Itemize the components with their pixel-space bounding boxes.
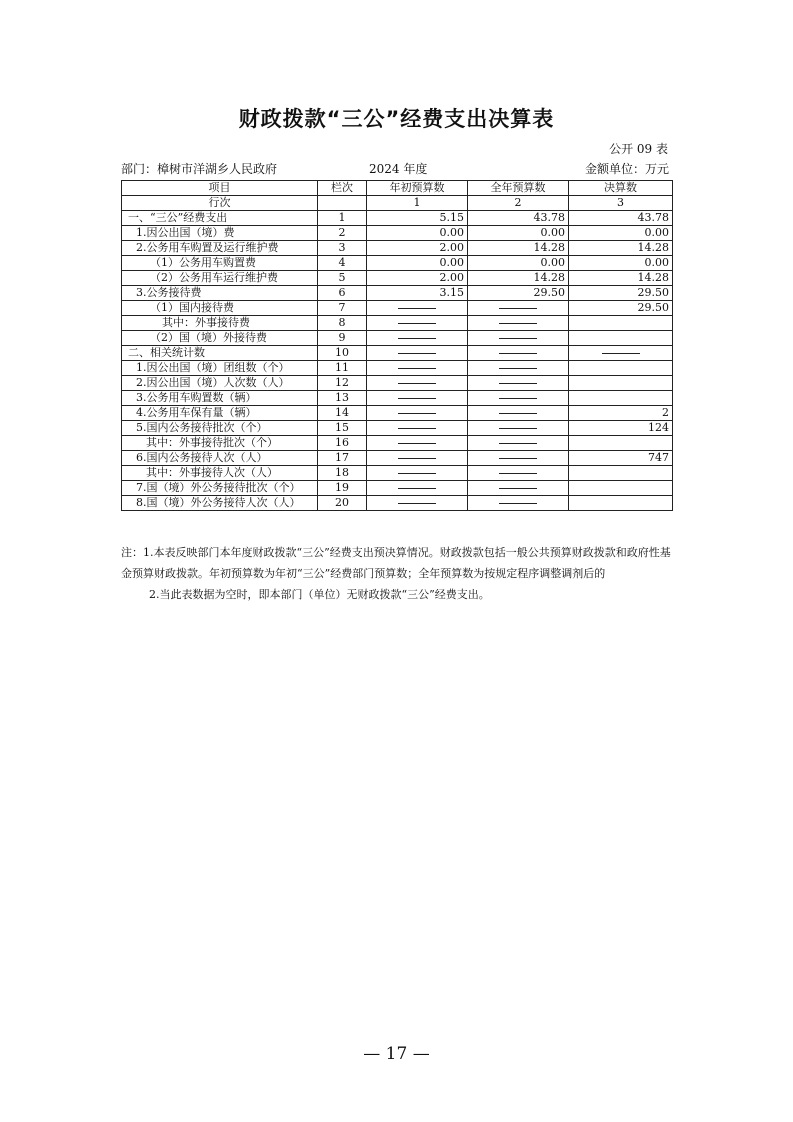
row-label: 7.国（境）外公务接待批次（个）: [122, 481, 318, 496]
subheader-item: 行次: [122, 196, 318, 211]
row-line-number: 9: [318, 331, 367, 346]
table-row: [122, 346, 673, 361]
subheader-c1: 1: [367, 196, 468, 211]
table-header-row: [122, 181, 673, 196]
row-label: 其中：外事接待费: [122, 316, 318, 331]
row-budget-full: [468, 301, 569, 316]
row-budget-initial: [367, 316, 468, 331]
dash-mark: [499, 443, 537, 444]
row-label: 8.国（境）外公务接待人次（人）: [122, 496, 318, 511]
row-budget-initial: 0.00: [367, 226, 468, 241]
row-budget-full: 0.00: [468, 226, 569, 241]
dash-mark: [398, 383, 436, 384]
row-line-number: 4: [318, 256, 367, 271]
row-budget-full: 0.00: [468, 256, 569, 271]
department-label: 部门：樟树市洋湖乡人民政府: [121, 162, 278, 176]
row-line-number: 7: [318, 301, 367, 316]
expenditure-table: [121, 180, 673, 511]
row-label: 1.因公出国（境）团组数（个）: [122, 361, 318, 376]
row-line-number: 13: [318, 391, 367, 406]
row-budget-full: [468, 436, 569, 451]
page-title: 财政拨款“三公”经费支出决算表: [238, 107, 555, 131]
note-1: 注：1.本表反映部门本年度财政拨款“三公”经费支出预决算情况。财政拨款包括一般公共预算财政拨款和政府性基金预算财政拨款。年初预算数为年初“三公”经费部门预算数；全年预算数为按规定程序调整调剂后的: [121, 546, 671, 580]
table-row: [122, 361, 673, 376]
row-label: （1）国内接待费: [122, 301, 318, 316]
row-budget-full: 43.78: [468, 211, 569, 226]
dash-mark: [499, 413, 537, 414]
row-budget-initial: [367, 301, 468, 316]
row-final: [569, 391, 673, 406]
row-budget-full: [468, 451, 569, 466]
header-budget-full: 全年预算数: [468, 181, 569, 196]
row-label: 二、相关统计数: [122, 346, 318, 361]
row-final: 43.78: [569, 211, 673, 226]
table-subheader-row: [122, 196, 673, 211]
row-final: 0.00: [569, 226, 673, 241]
row-line-number: 11: [318, 361, 367, 376]
row-budget-full: [468, 496, 569, 511]
row-label: 一、“三公”经费支出: [122, 211, 318, 226]
dash-mark: [499, 503, 537, 504]
dash-mark: [499, 323, 537, 324]
row-label: 2.公务用车购置及运行维护费: [122, 241, 318, 256]
row-budget-full: [468, 406, 569, 421]
table-row: [122, 331, 673, 346]
dash-mark: [398, 503, 436, 504]
header-final: 决算数: [569, 181, 673, 196]
table-row: [122, 406, 673, 421]
row-final: [569, 436, 673, 451]
dash-mark: [499, 458, 537, 459]
row-budget-full: [468, 481, 569, 496]
row-label: 3.公务接待费: [122, 286, 318, 301]
table-row: [122, 421, 673, 436]
row-label: 4.公务用车保有量（辆）: [122, 406, 318, 421]
table-row: [122, 271, 673, 286]
row-budget-full: [468, 346, 569, 361]
row-line-number: 18: [318, 466, 367, 481]
dash-mark: [499, 308, 537, 309]
row-budget-initial: [367, 421, 468, 436]
row-budget-initial: [367, 346, 468, 361]
row-final: [569, 376, 673, 391]
row-budget-initial: [367, 391, 468, 406]
header-item: 项目: [122, 181, 318, 196]
row-final: [569, 466, 673, 481]
row-label: （1）公务用车购置费: [122, 256, 318, 271]
row-line-number: 15: [318, 421, 367, 436]
row-label: 2.因公出国（境）人次数（人）: [122, 376, 318, 391]
dash-mark: [499, 353, 537, 354]
row-budget-initial: [367, 451, 468, 466]
row-budget-initial: [367, 481, 468, 496]
dash-mark: [398, 398, 436, 399]
table-row: [122, 226, 673, 241]
row-final: 14.28: [569, 271, 673, 286]
subheader-c3: 3: [569, 196, 673, 211]
row-final: 2: [569, 406, 673, 421]
row-line-number: 14: [318, 406, 367, 421]
dash-mark: [398, 368, 436, 369]
dash-mark: [398, 458, 436, 459]
row-line-number: 20: [318, 496, 367, 511]
row-final: 29.50: [569, 301, 673, 316]
table-row: [122, 391, 673, 406]
subheader-c2: 2: [468, 196, 569, 211]
row-budget-full: [468, 331, 569, 346]
row-budget-initial: 2.00: [367, 271, 468, 286]
table-row: [122, 496, 673, 511]
row-budget-initial: 5.15: [367, 211, 468, 226]
table-row: [122, 466, 673, 481]
dash-mark: [398, 428, 436, 429]
table-row: [122, 316, 673, 331]
row-line-number: 5: [318, 271, 367, 286]
dash-mark: [499, 473, 537, 474]
row-line-number: 19: [318, 481, 367, 496]
row-label: 5.国内公务接待批次（个）: [122, 421, 318, 436]
dash-mark: [499, 383, 537, 384]
dash-mark: [602, 353, 640, 354]
row-budget-initial: 2.00: [367, 241, 468, 256]
table-row: [122, 376, 673, 391]
row-budget-full: [468, 316, 569, 331]
row-budget-full: [468, 361, 569, 376]
subheader-line: [318, 196, 367, 211]
table-body: [122, 211, 673, 511]
row-final: 747: [569, 451, 673, 466]
table-row: [122, 211, 673, 226]
row-line-number: 3: [318, 241, 367, 256]
row-budget-full: [468, 391, 569, 406]
table-row: [122, 451, 673, 466]
dash-mark: [499, 338, 537, 339]
row-budget-initial: [367, 331, 468, 346]
row-budget-full: 14.28: [468, 271, 569, 286]
dash-mark: [398, 473, 436, 474]
note-2: 2.当此表数据为空时，即本部门（单位）无财政拨款“三公”经费支出。: [149, 588, 490, 601]
header-line: 栏次: [318, 181, 367, 196]
dash-mark: [499, 368, 537, 369]
notes: [121, 542, 681, 605]
table-row: [122, 301, 673, 316]
row-label: 1.因公出国（境）费: [122, 226, 318, 241]
year-label: 2024 年度: [369, 162, 428, 176]
table-row: [122, 481, 673, 496]
row-budget-full: [468, 421, 569, 436]
row-final: 0.00: [569, 256, 673, 271]
row-final: 29.50: [569, 286, 673, 301]
dash-mark: [398, 308, 436, 309]
row-budget-full: [468, 376, 569, 391]
row-line-number: 2: [318, 226, 367, 241]
row-final: [569, 496, 673, 511]
row-label: （2）国（境）外接待费: [122, 331, 318, 346]
form-number: 公开 09 表: [609, 142, 668, 156]
row-line-number: 8: [318, 316, 367, 331]
unit-label: 金额单位：万元: [584, 162, 669, 176]
row-label: 其中：外事接待批次（个）: [122, 436, 318, 451]
row-budget-initial: 3.15: [367, 286, 468, 301]
row-line-number: 16: [318, 436, 367, 451]
row-final: 124: [569, 421, 673, 436]
row-budget-initial: 0.00: [367, 256, 468, 271]
row-line-number: 6: [318, 286, 367, 301]
header-budget-initial: 年初预算数: [367, 181, 468, 196]
row-line-number: 1: [318, 211, 367, 226]
row-final: [569, 331, 673, 346]
dash-mark: [398, 323, 436, 324]
dash-mark: [398, 413, 436, 414]
table-row: [122, 256, 673, 271]
row-line-number: 17: [318, 451, 367, 466]
row-final: [569, 316, 673, 331]
row-budget-initial: [367, 466, 468, 481]
row-budget-initial: [367, 436, 468, 451]
row-label: 3.公务用车购置数（辆）: [122, 391, 318, 406]
row-line-number: 10: [318, 346, 367, 361]
row-final: 14.28: [569, 241, 673, 256]
row-label: （2）公务用车运行维护费: [122, 271, 318, 286]
table-row: [122, 286, 673, 301]
dash-mark: [398, 443, 436, 444]
row-budget-initial: [367, 496, 468, 511]
row-budget-full: [468, 466, 569, 481]
row-budget-full: 14.28: [468, 241, 569, 256]
row-budget-initial: [367, 406, 468, 421]
row-budget-initial: [367, 361, 468, 376]
dash-mark: [499, 398, 537, 399]
row-budget-initial: [367, 376, 468, 391]
dash-mark: [398, 353, 436, 354]
row-budget-full: 29.50: [468, 286, 569, 301]
table-row: [122, 436, 673, 451]
table-row: [122, 241, 673, 256]
dash-mark: [398, 488, 436, 489]
dash-mark: [398, 338, 436, 339]
page-number: — 17 —: [363, 1044, 430, 1064]
dash-mark: [499, 488, 537, 489]
row-label: 6.国内公务接待人次（人）: [122, 451, 318, 466]
row-final: [569, 346, 673, 361]
row-line-number: 12: [318, 376, 367, 391]
row-final: [569, 481, 673, 496]
row-label: 其中：外事接待人次（人）: [122, 466, 318, 481]
row-final: [569, 361, 673, 376]
meta-line: [121, 160, 669, 178]
dash-mark: [499, 428, 537, 429]
